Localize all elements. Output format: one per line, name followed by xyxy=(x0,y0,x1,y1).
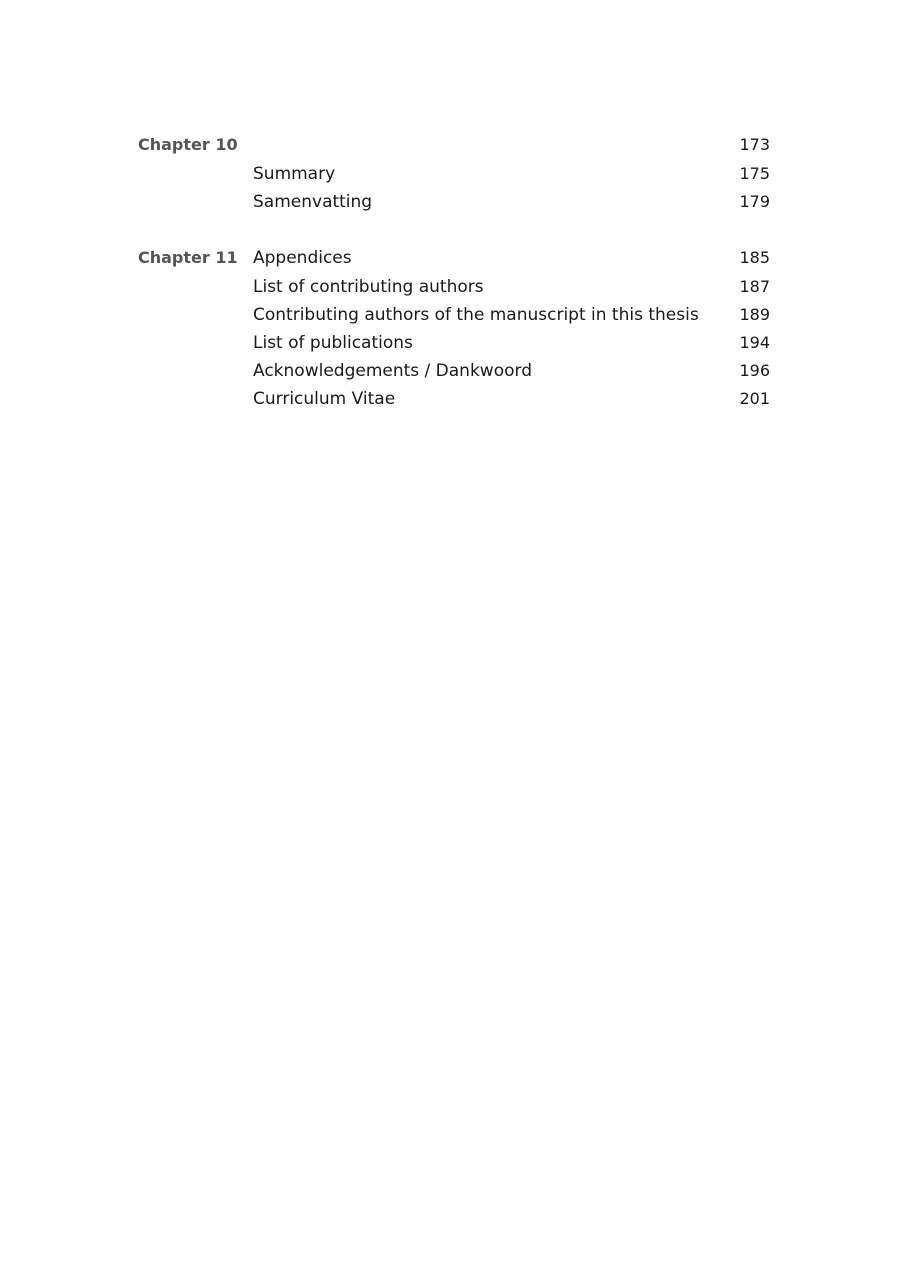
toc-entry xyxy=(0,160,905,188)
page-number: 179 xyxy=(739,192,770,211)
entry-title: Appendices xyxy=(253,248,352,268)
entry-title: Summary xyxy=(253,164,336,184)
entry-title: Acknowledgements / Dankwoord xyxy=(253,361,532,381)
page-number: 187 xyxy=(739,277,770,296)
toc-entry xyxy=(0,385,905,413)
toc-entry xyxy=(0,329,905,357)
page-number: 185 xyxy=(739,248,770,267)
page-number: 196 xyxy=(739,361,770,380)
chapter-label: Chapter 11 xyxy=(138,248,238,267)
page-number: 189 xyxy=(739,305,770,324)
toc-entry xyxy=(0,131,905,159)
toc-entry xyxy=(0,301,905,329)
page-number: 173 xyxy=(739,135,770,154)
page-number: 201 xyxy=(739,389,770,408)
entry-title: Samenvatting xyxy=(253,192,373,212)
toc-entry xyxy=(0,273,905,301)
toc-entry xyxy=(0,357,905,385)
entry-title: Contributing authors of the manuscript in this thesis xyxy=(253,305,699,325)
page-number: 194 xyxy=(739,333,770,352)
toc-entry xyxy=(0,244,905,272)
chapter-label: Chapter 10 xyxy=(138,135,238,154)
entry-title: Curriculum Vitae xyxy=(253,389,396,409)
toc-entry xyxy=(0,188,905,216)
entry-title: List of publications xyxy=(253,333,413,353)
page-number: 175 xyxy=(739,164,770,183)
entry-title: List of contributing authors xyxy=(253,277,484,297)
